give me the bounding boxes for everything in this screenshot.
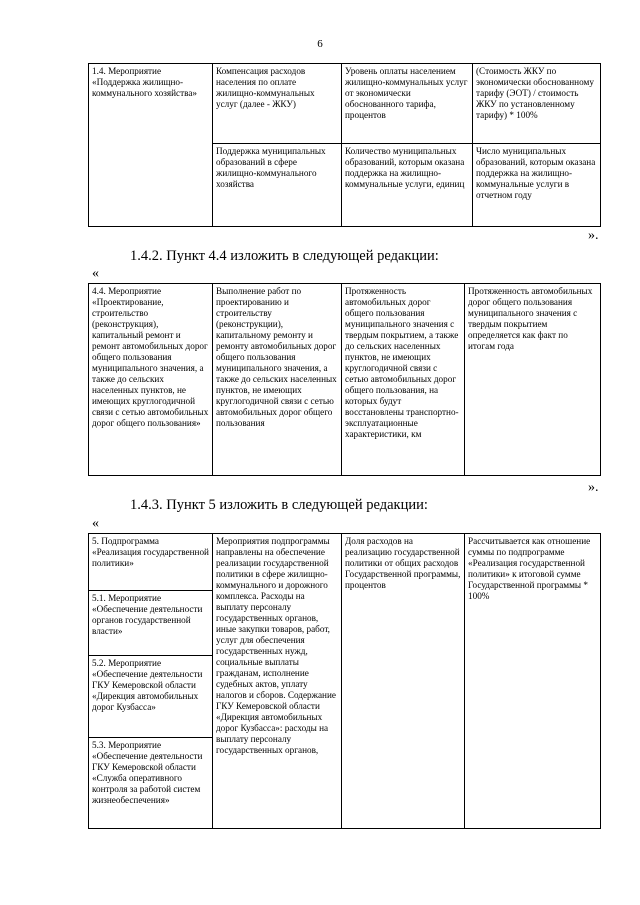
cell-formula: Протяженность автомобильных дорог общего пользования муниципального значения с твердым покрытием определяется как факт по итогам года [465,284,601,476]
opening-quote: « [92,266,99,281]
table-row [89,284,601,476]
cell-measure-name: 4.4. Мероприятие «Проектирование, строительство (реконструкция), капитальный ремонт и ремонт автомобильных дорог общего пользования муниципального значения, а также до сельских населенных пунктов, не имеющих круглогодичной связи с сетью автомобильных дорог общего пользования» [89,284,213,476]
cell-indicator: Протяженность автомобильных дорог общего пользования муниципального значения с твердым покрытием, а также до сельских населенных пунктов, не имеющих круглогодичной связи с сетью автомобильных дорог общего пользования, на которых будут восстановлены транспортно-эксплуатационные характеристики, км [342,284,465,476]
cell-measure-name: 1.4. Мероприятие «Поддержка жилищно-коммунального хозяйства» [89,64,213,227]
cell-indicator: Уровень оплаты населением жилищно-коммунальных услуг от экономически обоснованного тарифа, процентов [342,64,473,144]
table-row [89,64,601,144]
table-measure-4-4 [88,283,601,476]
cell-content: Поддержка муниципальных образований в сфере жилищно-коммунального хозяйства [213,144,342,227]
cell-subprogram-name: 5. Подпрограмма «Реализация государственной политики» [89,534,213,591]
opening-quote: « [92,516,99,531]
table-measure-1-4 [88,63,601,227]
cell-indicator: Количество муниципальных образований, которым оказана поддержка на жилищно-коммунальные услуги, единиц [342,144,473,227]
cell-measure-name: 5.3. Мероприятие «Обеспечение деятельности ГКУ Кемеровской области «Служба оперативного контроля за работой систем жизнеобеспечения» [89,738,213,829]
page-number: 6 [317,38,323,50]
closing-quote: ». [588,228,599,243]
cell-measure-name: 5.2. Мероприятие «Обеспечение деятельности ГКУ Кемеровской области «Дирекция автомобильных дорог Кузбасса» [89,656,213,738]
table-row [89,534,601,591]
closing-quote: ». [588,480,599,495]
cell-indicator: Доля расходов на реализацию государственной политики от общих расходов Государственной программы, процентов [342,534,465,829]
cell-content: Выполнение работ по проектированию и строительству (реконструкции), капитальному ремонту и ремонту автомобильных дорог общего пользования муниципального значения, а также до сельских населенных пунктов, не имеющих круглогодичной связи с сетью автомобильных дорог общего пользования [213,284,342,476]
cell-measure-name: 5.1. Мероприятие «Обеспечение деятельности органов государственной власти» [89,591,213,656]
section-heading: 1.4.3. Пункт 5 изложить в следующей редакции: [130,497,428,513]
cell-content: Компенсация расходов населения по оплате жилищно-коммунальных услуг (далее - ЖКУ) [213,64,342,144]
cell-formula: Рассчитывается как отношение суммы по подпрограмме «Реализация государственной политики» к итоговой сумме Государственной программы * 100% [465,534,601,829]
cell-content: Мероприятия подпрограммы направлены на обеспечение реализации государственной политики в сфере жилищно-коммунального и дорожного комплекса. Расходы на выплату персоналу государственных органов, иные закупки товаров, работ, услуг для обеспечения государственных нужд, социальные выплаты гражданам, исполнение судебных актов, уплату налогов и сборов. Содержание ГКУ Кемеровской области «Дирекция автомобильных дорог Кузбасса»: расходы на выплату персоналу государственных органов, [213,534,342,829]
section-heading: 1.4.2. Пункт 4.4 изложить в следующей редакции: [130,248,439,264]
cell-formula: (Стоимость ЖКУ по экономически обоснованному тарифу (ЭОТ) / стоимость ЖКУ по установленному тарифу) * 100% [473,64,601,144]
table-subprogram-5 [88,533,601,829]
cell-formula: Число муниципальных образований, которым оказана поддержка на жилищно-коммунальные услуги в отчетном году [473,144,601,227]
